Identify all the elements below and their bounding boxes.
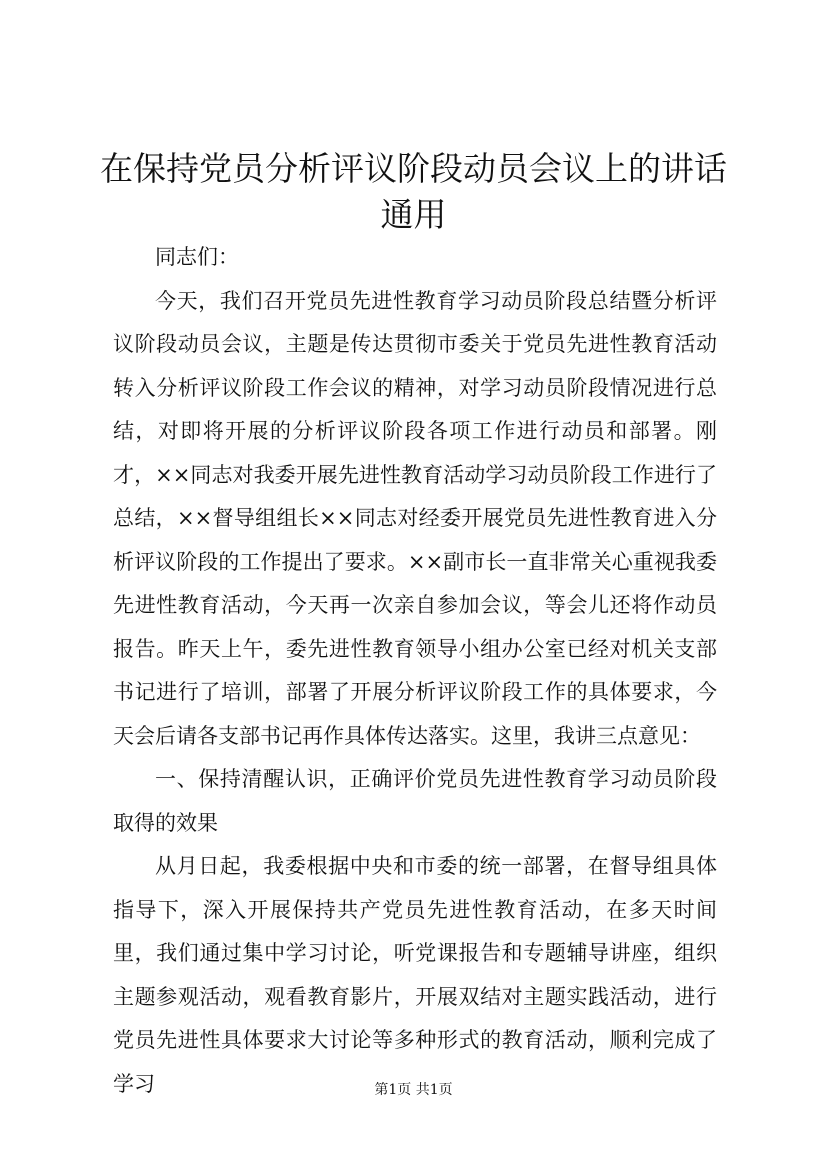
document-title: 在保持党员分析评议阶段动员会议上的讲话通用 — [100, 149, 727, 234]
page-number-footer: 第1页 共1页 — [374, 1082, 453, 1098]
body-paragraph: 从月日起，我委根据中央和市委的统一部署，在督导组具体指导下，深入开展保持共产党员先进性教育活动，在多天时间里，我们通过集中学习讨论，听党课报告和专题辅导讲座，组织主题参观活动，观看教育影片，开展双结对主题实践活动，进行党员先进性具体要求大讨论等多种形式的教育活动，顺利完成了学习 — [113, 854, 717, 1096]
salutation-paragraph: 同志们： — [155, 245, 239, 269]
section-heading-paragraph: 一、保持清醒认识，正确评价党员先进性教育学习动员阶段取得的效果 — [113, 767, 717, 835]
document-body — [113, 236, 717, 1106]
body-paragraph: 今天，我们召开党员先进性教育学习动员阶段总结暨分析评议阶段动员会议，主题是传达贯彻市委关于党员先进性教育活动转入分析评议阶段工作会议的精神，对学习动员阶段情况进行总结，对即将开展的分析评议阶段各项工作进行动员和部署。刚才，××同志对我委开展先进性教育活动学习动员阶段工作进行了总结，××督导组组长××同志对经委开展党员先进性教育进入分析评议阶段的工作提出了要求。××副市长一直非常关心重视我委先进性教育活动，今天再一次亲自参加会议，等会儿还将作动员报告。昨天上午，委先进性教育领导小组办公室已经对机关支部书记进行了培训，部署了开展分析评议阶段工作的具体要求，今天会后请各支部书记再作具体传达落实。这里，我讲三点意见： — [113, 288, 717, 748]
